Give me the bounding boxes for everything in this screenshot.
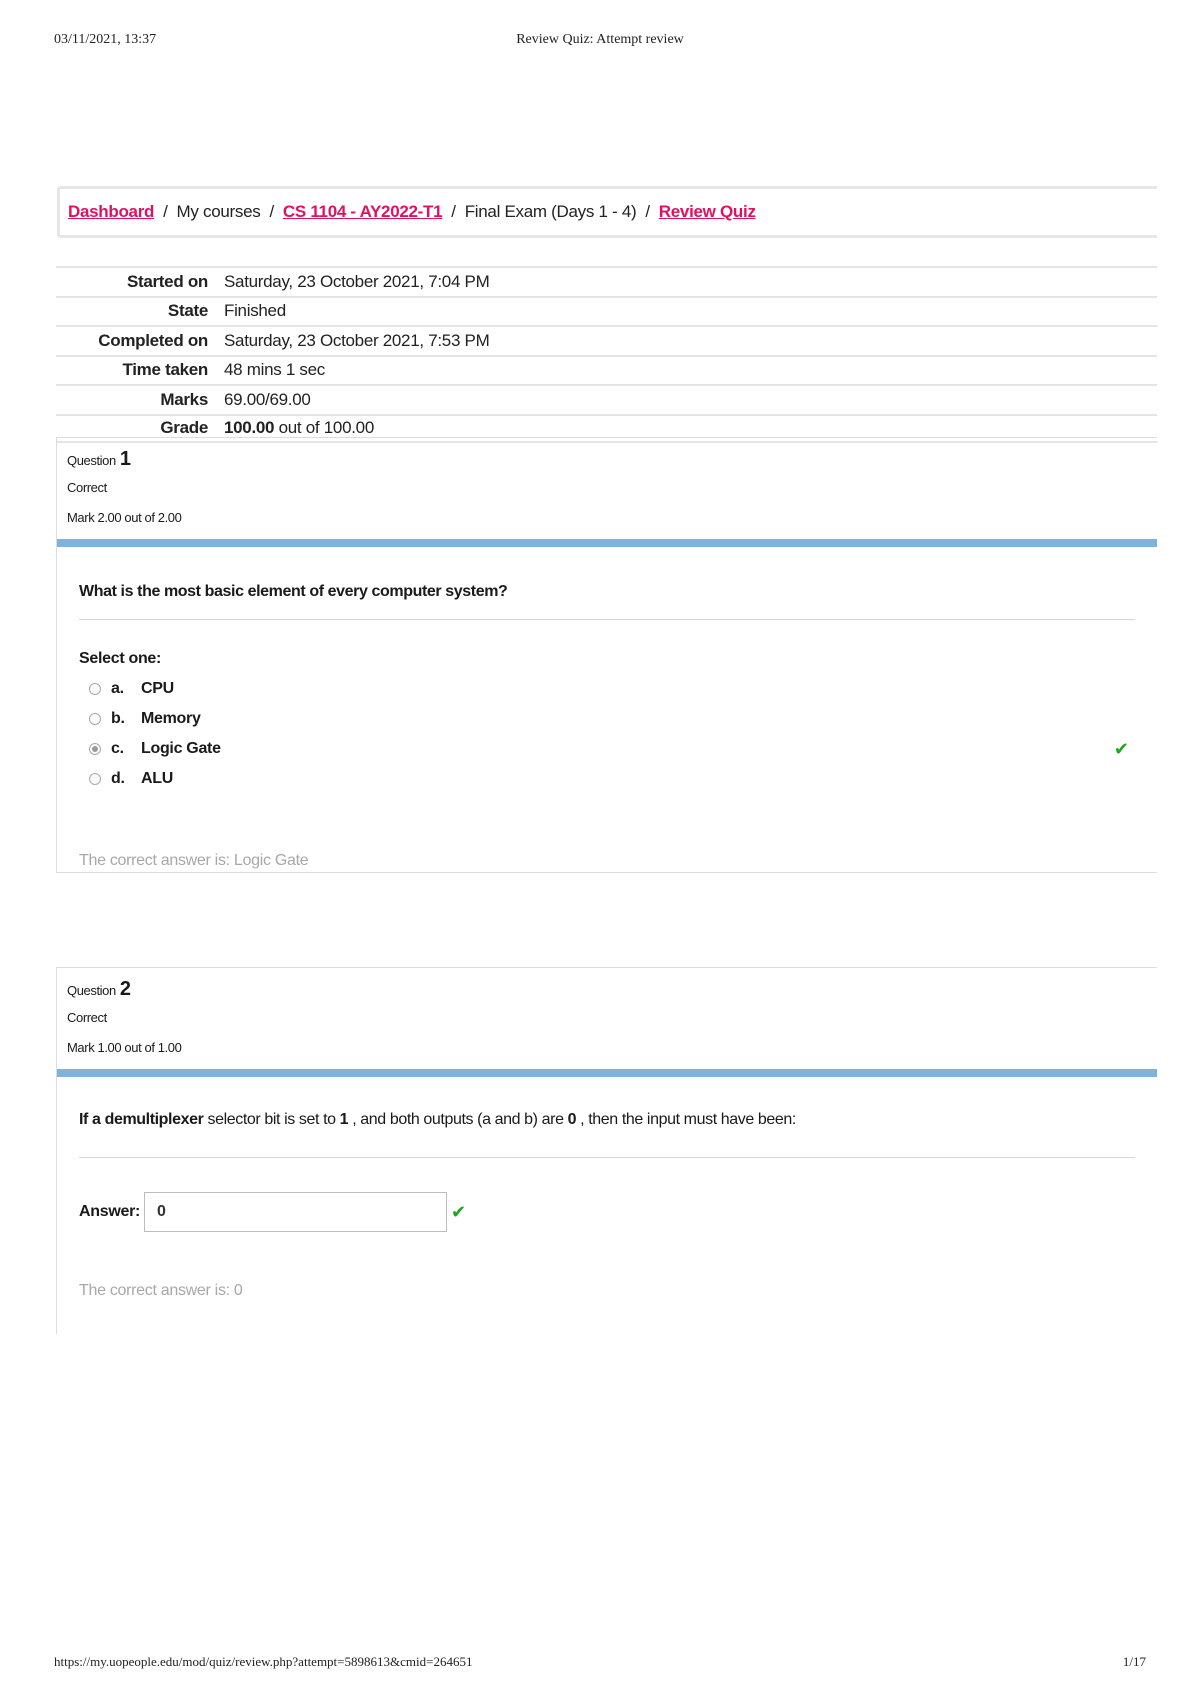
option-letter: a. [111,680,124,697]
correct-check-icon: ✔ [1113,739,1129,759]
radio-button[interactable] [89,773,101,785]
question-number [67,978,1157,1008]
radio-button-selected[interactable] [89,743,101,755]
breadcrumb-separator: / [451,202,456,221]
summary-value: 69.00/69.00 [224,389,311,409]
summary-value [224,418,374,438]
option-letter: c. [111,740,124,757]
print-datetime: 03/11/2021, 13:37 [54,32,157,47]
correct-check-icon: ✔ [451,1201,466,1222]
option-text: Logic Gate [141,740,221,757]
text-part: selector bit is set to [203,1111,340,1128]
option-text: ALU [141,770,173,787]
question-accent-bar [57,1069,1157,1077]
question-mark: Mark 2.00 out of 2.00 [67,510,182,525]
breadcrumb-review-quiz-link[interactable]: Review Quiz [658,202,756,221]
summary-value: Finished [224,301,286,321]
summary-label: Completed on [98,330,208,350]
answer-label: Answer: [79,1203,141,1220]
text-part: , then the input must have been: [576,1111,796,1128]
question-text: What is the most basic element of every computer system? [79,547,1135,620]
attempt-summary-table [56,266,1157,443]
question-number [67,448,1157,478]
print-url: https://my.uopeople.edu/mod/quiz/review.php?attempt=5898613&cmid=264651 [54,1654,473,1669]
text-part: If a [79,1111,105,1128]
summary-label: Time taken [122,360,208,380]
question-status: Correct [67,480,107,495]
summary-row-completed-on [56,325,1157,355]
summary-label: Started on [126,271,208,291]
select-one-label: Select one: [79,650,162,667]
summary-row-started-on [56,266,1157,296]
answer-row [79,1192,1135,1232]
summary-value: 48 mins 1 sec [224,360,325,380]
question-accent-bar [57,539,1157,547]
question-label: Question [67,983,116,998]
summary-label: Grade [160,418,208,438]
question-label: Question [67,453,116,468]
summary-value: Saturday, 23 October 2021, 7:53 PM [224,330,490,350]
print-header [54,32,1146,52]
breadcrumb-my-courses: My courses [176,202,261,221]
answer-option-b[interactable] [79,704,1135,734]
question-info [57,968,1157,1069]
answer-option-a[interactable] [79,674,1135,704]
question-feedback: The correct answer is: Logic Gate [79,852,309,869]
breadcrumb-separator: / [645,202,650,221]
grade-value: 100.00 [224,418,275,438]
breadcrumb-separator: / [163,202,168,221]
option-text: Memory [141,710,201,727]
text-part-bold: demultiplexer [104,1111,204,1128]
breadcrumb-separator: / [269,202,274,221]
question-content [57,547,1157,794]
summary-row-time-taken [56,355,1157,385]
print-page-title: Review Quiz: Attempt review [516,32,684,47]
option-text: CPU [141,680,174,697]
question-mark: Mark 1.00 out of 1.00 [67,1040,182,1055]
text-part: , and both outputs (a and b) are [348,1111,568,1128]
answer-option-d[interactable] [79,764,1135,794]
question-status: Correct [67,1010,107,1025]
summary-label: Marks [160,389,208,409]
question-feedback: The correct answer is: 0 [79,1282,243,1299]
summary-label: State [167,301,208,321]
radio-button[interactable] [89,713,101,725]
breadcrumb-final-exam: Final Exam (Days 1 - 4) [464,202,637,221]
question-2 [56,967,1157,1334]
text-part-bold: 1 [339,1111,349,1128]
question-number-value: 2 [119,978,131,1000]
print-footer [54,1654,1146,1674]
summary-row-state [56,296,1157,326]
grade-out-of: out of 100.00 [274,418,374,438]
question-info [57,438,1157,539]
breadcrumb-dashboard-link[interactable]: Dashboard [68,202,155,221]
answer-options [79,674,1135,794]
text-part-bold: 0 [567,1111,577,1128]
answer-option-c[interactable] [79,734,1135,764]
question-1 [56,437,1157,873]
option-letter: b. [111,710,125,727]
question-text [79,1077,1135,1158]
summary-value: Saturday, 23 October 2021, 7:04 PM [224,271,490,291]
question-number-value: 1 [119,448,131,470]
option-letter: d. [111,770,125,787]
answer-input[interactable]: 0 [144,1192,447,1232]
breadcrumb-course-link[interactable]: CS 1104 - AY2022-T1 [282,202,443,221]
print-page-number: 1/17 [1122,1654,1146,1669]
question-content [57,1077,1157,1232]
radio-button[interactable] [89,683,101,695]
breadcrumb [57,186,1157,238]
summary-row-marks [56,384,1157,414]
